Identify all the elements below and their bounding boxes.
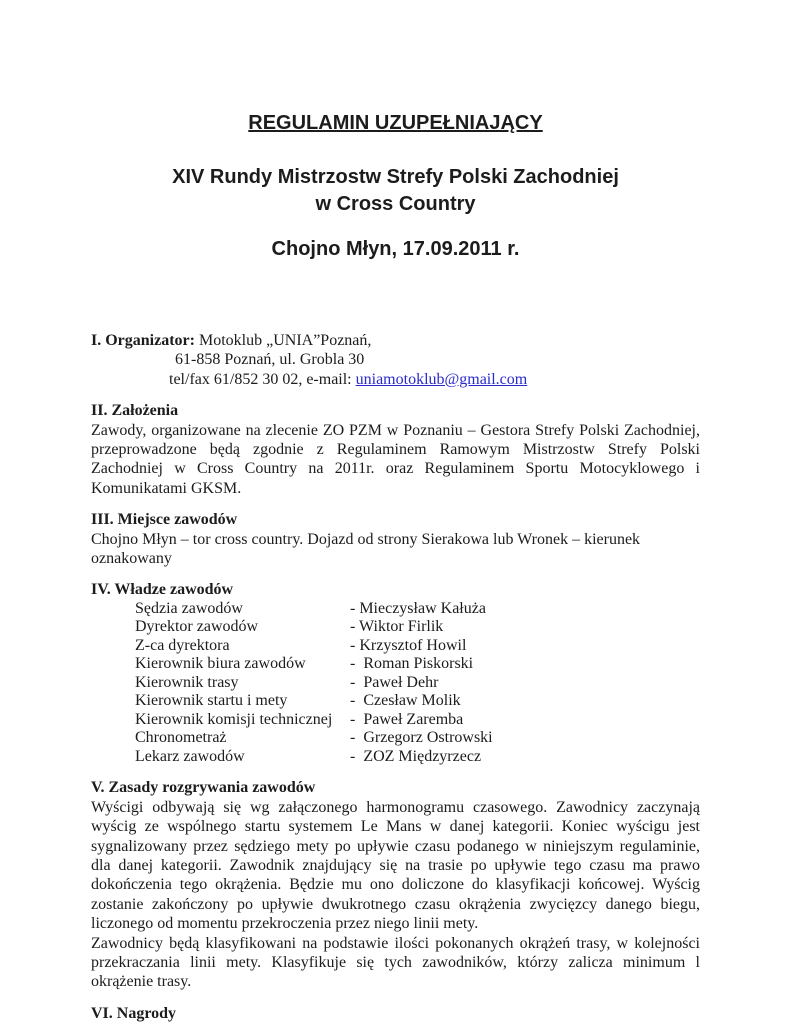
- official-name: - Paweł Dehr: [350, 673, 439, 691]
- official-name: - Mieczysław Kałuża: [350, 599, 486, 617]
- officials-row: [91, 711, 700, 730]
- officials-row: [91, 674, 700, 693]
- officials-row: [91, 729, 700, 748]
- rules-paragraph-1: Wyścigi odbywają się wg załączonego harmonogramu czasowego. Zawodnicy zaczynają wyścig ze wspólnego startu systemem Le Mans w danej kategorii. Koniec wyścigu jest sygnalizowany przez sędziego mety po upływie czasu podanego w niniejszym regulaminie, dla danej kategorii. Zawodnik znajdujący się na trasie po upływie tego czasu ma prawo dokończenia tego okrążenia. Będzie mu ono doliczone do klasyfikacji końcowej. Wyścig zostanie zakończony po upływie dwukrotnego czasu okrążenia zwycięzcy danego biegu, liczonego od momentu przekroczenia przez niego linii mety.: [91, 798, 700, 933]
- section-assumptions: [91, 401, 700, 498]
- doc-subtitle-line-2: w Cross Country: [315, 193, 476, 215]
- organizer-email-link[interactable]: uniamotoklub@gmail.com: [355, 370, 528, 388]
- officials-row: [91, 600, 700, 619]
- official-name: - Grzegorz Ostrowski: [350, 729, 493, 747]
- section-officials: [91, 580, 700, 766]
- rules-paragraph-2: Zawodnicy będą klasyfikowani na podstawie ilości pokonanych okrążeń trasy, w kolejności przekraczania linii mety. Klasyfikuje się tych zawodników, którzy zalicza minimum l okrążenie trasy.: [91, 934, 700, 991]
- doc-title: REGULAMIN UZUPEŁNIAJĄCY: [248, 112, 543, 134]
- official-name: - Krzysztof Howil: [350, 636, 467, 654]
- organizer-heading: I. Organizator:: [91, 332, 195, 349]
- officials-row: [91, 748, 700, 767]
- organizer-line: [91, 331, 700, 350]
- rules-heading: V. Zasady rozgrywania zawodów: [91, 779, 316, 797]
- section-venue: [91, 510, 700, 568]
- organizer-contact-prefix: tel/fax 61/852 30 02, e-mail:: [169, 370, 356, 388]
- officials-row: [91, 655, 700, 674]
- doc-subtitle-line-1: XIV Rundy Mistrzostw Strefy Polski Zachodniej: [172, 166, 619, 188]
- document-body: [91, 331, 700, 1023]
- official-name: - ZOZ Międzyrzecz: [350, 747, 482, 765]
- official-role: Kierownik komisji technicznej: [135, 710, 333, 728]
- document-header: [91, 112, 700, 261]
- venue-body: Chojno Młyn – tor cross country. Dojazd od strony Sierakowa lub Wronek – kierunek oznakowany: [91, 530, 641, 568]
- official-role: Z-ca dyrektora: [135, 636, 230, 654]
- organizer-address: 61-858 Poznań, ul. Grobla 30: [175, 351, 365, 369]
- official-role: Dyrektor zawodów: [135, 618, 259, 636]
- official-role: Chronometraż: [135, 729, 227, 747]
- prizes-heading: VI. Nagrody: [91, 1004, 177, 1022]
- venue-heading: III. Miejsce zawodów: [91, 511, 238, 529]
- section-organizer: [91, 331, 700, 389]
- assumptions-body: Zawody, organizowane na zlecenie ZO PZM w Poznaniu – Gestora Strefy Polski Zachodniej, przeprowadzone będą zgodnie z Regulaminem Ramowym Mistrzostw Strefy Polski Zachodniej w Cross Country na 2011r. oraz Regulaminem Sportu Motocyklowego i Komunikatami GKSM.: [91, 421, 700, 497]
- official-role: Kierownik trasy: [135, 673, 239, 691]
- official-role: Sędzia zawodów: [135, 599, 243, 617]
- doc-event-date: Chojno Młyn, 17.09.2011 r.: [271, 238, 520, 260]
- section-prizes: [91, 1004, 700, 1023]
- official-role: Kierownik startu i mety: [135, 692, 288, 710]
- assumptions-heading: II. Założenia: [91, 402, 179, 420]
- officials-row: [91, 618, 700, 637]
- official-name: - Paweł Zaremba: [350, 710, 464, 728]
- official-name: - Czesław Molik: [350, 692, 461, 710]
- officials-row: [91, 637, 700, 656]
- section-rules: [91, 778, 700, 991]
- official-role: Kierownik biura zawodów: [135, 655, 306, 673]
- officials-heading: IV. Władze zawodów: [91, 581, 234, 599]
- organizer-name: Motoklub „UNIA”Poznań,: [194, 332, 372, 349]
- officials-row: [91, 692, 700, 711]
- official-role: Lekarz zawodów: [135, 747, 245, 765]
- doc-subtitle: [91, 164, 700, 218]
- official-name: - Wiktor Firlik: [350, 618, 444, 636]
- official-name: - Roman Piskorski: [350, 655, 474, 673]
- organizer-contact: [91, 370, 700, 389]
